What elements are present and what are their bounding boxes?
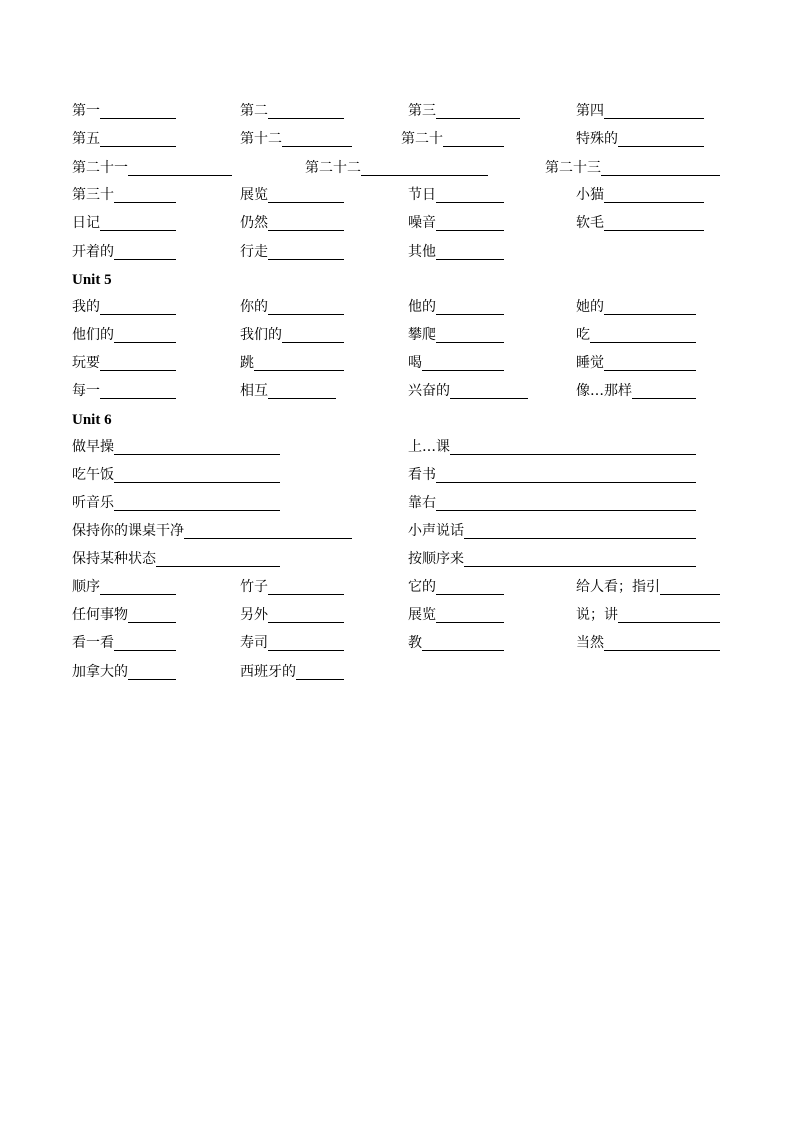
- answer-blank[interactable]: [422, 634, 504, 651]
- answer-blank[interactable]: [618, 606, 720, 623]
- vocab-item: [72, 493, 280, 513]
- vocab-label: 每一: [72, 383, 100, 399]
- vocab-item: [240, 633, 344, 653]
- vocab-label: 第二十三: [545, 160, 601, 176]
- answer-blank[interactable]: [184, 522, 352, 539]
- vocab-item: [576, 297, 696, 317]
- vocab-label: 按顺序来: [408, 551, 464, 567]
- vocab-label: 攀爬: [408, 327, 436, 343]
- answer-blank[interactable]: [100, 354, 176, 371]
- unit-heading: Unit 5: [72, 272, 112, 288]
- vocab-item: [408, 101, 520, 121]
- answer-blank[interactable]: [268, 214, 344, 231]
- vocab-item: [576, 605, 720, 625]
- vocab-label: 像…那样: [576, 383, 632, 399]
- vocab-label: 睡觉: [576, 355, 604, 371]
- answer-blank[interactable]: [464, 550, 696, 567]
- vocab-label: 保持某种状态: [72, 551, 156, 567]
- answer-blank[interactable]: [604, 214, 704, 231]
- vocab-item: [576, 633, 720, 653]
- answer-blank[interactable]: [268, 634, 344, 651]
- vocab-label: 靠右: [408, 495, 436, 511]
- vocab-item: [72, 185, 176, 205]
- answer-blank[interactable]: [282, 130, 352, 147]
- vocab-label: 第二十: [401, 131, 443, 147]
- vocab-item: [408, 437, 696, 457]
- vocab-item: [72, 325, 176, 345]
- vocab-label: 第十二: [240, 131, 282, 147]
- answer-blank[interactable]: [450, 382, 528, 399]
- vocab-item: [240, 101, 344, 121]
- answer-blank[interactable]: [450, 438, 696, 455]
- vocab-label: 当然: [576, 635, 604, 651]
- vocab-item: [72, 213, 176, 233]
- vocab-label: 行走: [240, 244, 268, 260]
- vocab-label: 软毛: [576, 215, 604, 231]
- answer-blank[interactable]: [114, 438, 280, 455]
- vocab-label: 它的: [408, 579, 436, 595]
- answer-blank[interactable]: [100, 214, 176, 231]
- vocab-item: [240, 353, 344, 373]
- vocab-label: 加拿大的: [72, 664, 128, 680]
- answer-blank[interactable]: [114, 326, 176, 343]
- answer-blank[interactable]: [268, 298, 344, 315]
- vocab-label: 上…课: [408, 439, 450, 455]
- vocab-item: [72, 437, 280, 457]
- vocab-item: [240, 185, 344, 205]
- vocab-label: 第二: [240, 103, 268, 119]
- vocab-item: [408, 633, 504, 653]
- vocab-item: [240, 213, 344, 233]
- answer-blank[interactable]: [100, 102, 176, 119]
- answer-blank[interactable]: [601, 159, 720, 176]
- answer-blank[interactable]: [436, 102, 520, 119]
- vocab-item: [72, 577, 176, 597]
- vocab-label: 喝: [408, 355, 422, 371]
- vocab-label: 第三十: [72, 187, 114, 203]
- vocab-label: 跳: [240, 355, 254, 371]
- answer-blank[interactable]: [268, 606, 344, 623]
- vocab-label: 她的: [576, 299, 604, 315]
- vocab-label: 开着的: [72, 244, 114, 260]
- vocab-label: 噪音: [408, 215, 436, 231]
- answer-blank[interactable]: [660, 578, 720, 595]
- vocab-label: 教: [408, 635, 422, 651]
- vocab-label: 看一看: [72, 635, 114, 651]
- answer-blank[interactable]: [128, 663, 176, 680]
- answer-blank[interactable]: [436, 214, 504, 231]
- answer-blank[interactable]: [296, 663, 344, 680]
- answer-blank[interactable]: [618, 130, 704, 147]
- vocab-label: 仍然: [240, 215, 268, 231]
- vocab-label: 你的: [240, 299, 268, 315]
- vocab-item: [72, 605, 176, 625]
- vocab-item: [72, 662, 176, 682]
- answer-blank[interactable]: [128, 159, 232, 176]
- answer-blank[interactable]: [436, 494, 696, 511]
- vocab-label: 第一: [72, 103, 100, 119]
- vocab-label: 吃午饭: [72, 467, 114, 483]
- vocab-item: [576, 213, 704, 233]
- vocab-label: 特殊的: [576, 131, 618, 147]
- vocab-label: 节日: [408, 187, 436, 203]
- answer-blank[interactable]: [268, 102, 344, 119]
- answer-blank[interactable]: [114, 634, 176, 651]
- vocab-item: [576, 353, 696, 373]
- answer-blank[interactable]: [436, 298, 504, 315]
- answer-blank[interactable]: [604, 298, 696, 315]
- answer-blank[interactable]: [604, 102, 704, 119]
- answer-blank[interactable]: [268, 578, 344, 595]
- answer-blank[interactable]: [100, 382, 176, 399]
- answer-blank[interactable]: [100, 578, 176, 595]
- vocab-item: [240, 325, 344, 345]
- answer-blank[interactable]: [100, 298, 176, 315]
- vocab-item: [576, 577, 720, 597]
- vocab-item: [408, 242, 504, 262]
- vocab-label: 另外: [240, 607, 268, 623]
- vocab-item: [408, 297, 504, 317]
- answer-blank[interactable]: [156, 550, 280, 567]
- answer-blank[interactable]: [282, 326, 344, 343]
- answer-blank[interactable]: [464, 522, 696, 539]
- vocab-item: [72, 633, 176, 653]
- vocab-item: [576, 325, 696, 345]
- answer-blank[interactable]: [422, 354, 504, 371]
- vocab-item: [408, 493, 696, 513]
- vocab-item: [408, 465, 696, 485]
- vocab-label: 第五: [72, 131, 100, 147]
- vocab-item: [240, 662, 344, 682]
- vocab-label: 西班牙的: [240, 664, 296, 680]
- vocab-label: 任何事物: [72, 607, 128, 623]
- answer-blank[interactable]: [114, 186, 176, 203]
- vocab-label: 竹子: [240, 579, 268, 595]
- vocab-label: 小声说话: [408, 523, 464, 539]
- vocab-label: 日记: [72, 215, 100, 231]
- vocab-item: [305, 158, 488, 178]
- vocab-label: 他们的: [72, 327, 114, 343]
- answer-blank[interactable]: [436, 606, 504, 623]
- unit-heading: Unit 6: [72, 412, 112, 428]
- vocab-label: 小猫: [576, 187, 604, 203]
- vocab-item: [408, 521, 696, 541]
- answer-blank[interactable]: [268, 186, 344, 203]
- vocab-item: [72, 297, 176, 317]
- vocab-item: [240, 129, 352, 149]
- answer-blank[interactable]: [100, 130, 176, 147]
- vocab-label: 保持你的课桌干净: [72, 523, 184, 539]
- vocab-label: 第二十二: [305, 160, 361, 176]
- vocab-item: [576, 129, 704, 149]
- answer-blank[interactable]: [604, 186, 704, 203]
- answer-blank[interactable]: [128, 606, 176, 623]
- vocab-item: [240, 605, 344, 625]
- vocab-label: 我们的: [240, 327, 282, 343]
- answer-blank[interactable]: [436, 186, 504, 203]
- vocab-item: [408, 325, 504, 345]
- vocab-item: [240, 577, 344, 597]
- vocab-item: [72, 381, 176, 401]
- answer-blank[interactable]: [361, 159, 488, 176]
- vocab-item: [408, 605, 504, 625]
- answer-blank[interactable]: [254, 354, 344, 371]
- vocab-item: [408, 549, 696, 569]
- vocab-label: 我的: [72, 299, 100, 315]
- vocab-item: [576, 101, 704, 121]
- vocab-label: 做早操: [72, 439, 114, 455]
- vocab-label: 玩要: [72, 355, 100, 371]
- answer-blank[interactable]: [590, 326, 696, 343]
- vocab-label: 他的: [408, 299, 436, 315]
- answer-blank[interactable]: [436, 578, 504, 595]
- answer-blank[interactable]: [114, 243, 176, 260]
- vocab-label: 说；讲: [576, 607, 618, 623]
- vocab-label: 第二十一: [72, 160, 128, 176]
- answer-blank[interactable]: [114, 466, 280, 483]
- vocab-item: [72, 549, 280, 569]
- answer-blank[interactable]: [436, 243, 504, 260]
- vocab-item: [408, 577, 504, 597]
- vocab-item: [545, 158, 720, 178]
- vocab-item: [72, 521, 352, 541]
- answer-blank[interactable]: [268, 382, 336, 399]
- answer-blank[interactable]: [604, 354, 696, 371]
- answer-blank[interactable]: [436, 326, 504, 343]
- vocab-label: 给人看；指引: [576, 579, 660, 595]
- vocab-item: [240, 381, 336, 401]
- vocab-item: [72, 242, 176, 262]
- answer-blank[interactable]: [632, 382, 696, 399]
- vocab-label: 听音乐: [72, 495, 114, 511]
- vocab-label: 相互: [240, 383, 268, 399]
- vocab-label: 兴奋的: [408, 383, 450, 399]
- vocab-item: [72, 465, 280, 485]
- vocab-label: 第三: [408, 103, 436, 119]
- vocab-label: 寿司: [240, 635, 268, 651]
- vocab-label: 看书: [408, 467, 436, 483]
- vocab-item: [408, 381, 528, 401]
- vocab-item: [401, 129, 504, 149]
- vocab-label: 展览: [408, 607, 436, 623]
- vocab-item: [72, 158, 232, 178]
- vocab-item: [72, 353, 176, 373]
- vocab-item: [240, 242, 344, 262]
- vocab-item: [576, 185, 704, 205]
- answer-blank[interactable]: [436, 466, 696, 483]
- vocab-item: [72, 129, 176, 149]
- answer-blank[interactable]: [443, 130, 504, 147]
- vocab-item: [72, 101, 176, 121]
- vocab-item: [408, 213, 504, 233]
- answer-blank[interactable]: [114, 494, 280, 511]
- vocab-item: [240, 297, 344, 317]
- vocab-item: [576, 381, 696, 401]
- vocab-item: [408, 185, 504, 205]
- vocab-label: 第四: [576, 103, 604, 119]
- vocab-label: 其他: [408, 244, 436, 260]
- vocab-item: [408, 353, 504, 373]
- vocab-label: 吃: [576, 327, 590, 343]
- vocab-label: 顺序: [72, 579, 100, 595]
- answer-blank[interactable]: [604, 634, 720, 651]
- vocab-label: 展览: [240, 187, 268, 203]
- answer-blank[interactable]: [268, 243, 344, 260]
